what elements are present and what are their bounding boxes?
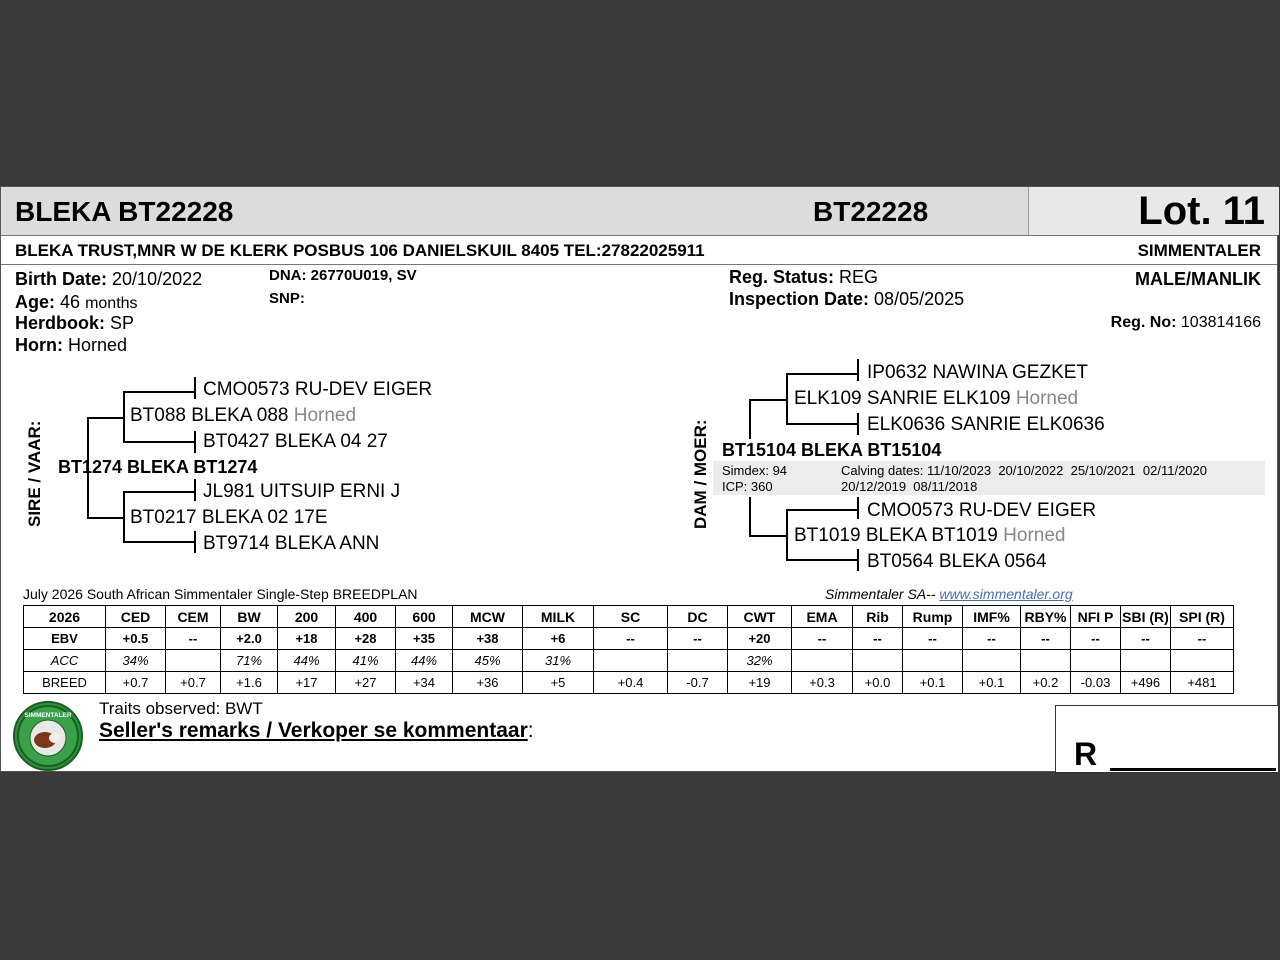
- header-cell: CEM: [166, 606, 221, 628]
- ebv-cell: EBV: [24, 628, 106, 650]
- sire-dam-sire: JL981 UITSUIP ERNI J: [203, 481, 401, 502]
- header-cell: EMA: [792, 606, 853, 628]
- ebv-cell: --: [853, 628, 903, 650]
- dam-sire-branch-top: [786, 373, 858, 375]
- reg-no-label: Reg. No:: [1110, 314, 1177, 331]
- header-cell: NFI P: [1071, 606, 1121, 628]
- sire-dam-branch-top: [123, 491, 195, 493]
- acc-cell: 45%: [453, 650, 523, 672]
- header-cell: Rib: [853, 606, 903, 628]
- ebv-cell: +35: [396, 628, 453, 650]
- header-reg-id: BT22228: [813, 196, 929, 227]
- dam-dam-bracket: [786, 509, 788, 561]
- breed-cell: +17: [278, 672, 336, 694]
- breed-cell: +34: [396, 672, 453, 694]
- sire-name: BT1274 BLEKA BT1274: [58, 457, 258, 477]
- acc-cell: 32%: [728, 650, 792, 672]
- simmentaler-link[interactable]: www.simmentaler.org: [939, 586, 1073, 602]
- price-box: [1055, 705, 1279, 773]
- header-cell: IMF%: [963, 606, 1021, 628]
- ss-tick: [194, 377, 196, 399]
- header-cell: SBI (R): [1121, 606, 1171, 628]
- ebv-cell: --: [594, 628, 668, 650]
- header-cell: CED: [106, 606, 166, 628]
- sire-father-horn: Horned: [293, 405, 357, 426]
- ebv-cell: --: [668, 628, 728, 650]
- age-unit: months: [85, 295, 138, 312]
- breed-cell: +5: [523, 672, 594, 694]
- acc-cell: 44%: [278, 650, 336, 672]
- acc-cell: ACC: [24, 650, 106, 672]
- header-cell: 200: [278, 606, 336, 628]
- sire-branch-bottom: [87, 517, 125, 519]
- ebv-cell: --: [792, 628, 853, 650]
- dam-name: BT15104 BLEKA BT15104: [722, 440, 942, 460]
- acc-cell: [1171, 650, 1234, 672]
- sire-dam-bracket: [123, 491, 125, 543]
- calving-dates-2: 20/12/2019 08/11/2018: [841, 479, 978, 494]
- breed-cell: +496: [1121, 672, 1171, 694]
- ebv-cell: +6: [523, 628, 594, 650]
- dss-tick: [857, 359, 859, 381]
- dam-dam-dam: BT0564 BLEKA 0564: [867, 551, 1047, 572]
- header-cell: CWT: [728, 606, 792, 628]
- breed-cell: +0.7: [106, 672, 166, 694]
- age: [15, 292, 138, 313]
- ebv-cell: +28: [336, 628, 396, 650]
- sire-sire-name: CMO0573 RU-DEV EIGER: [203, 379, 433, 400]
- lot-number: Lot. 11: [1138, 189, 1265, 233]
- logo-emblem-icon: [15, 703, 81, 769]
- dd-tick: [194, 531, 196, 553]
- snp: SNP:: [269, 290, 305, 307]
- dam-mother: [794, 525, 1065, 547]
- acc-cell: [963, 650, 1021, 672]
- breed-cell: +0.1: [903, 672, 963, 694]
- header-cell: 2026: [24, 606, 106, 628]
- acc-cell: [668, 650, 728, 672]
- dam-branch-top: [749, 399, 787, 401]
- acc-cell: [903, 650, 963, 672]
- acc-cell: [594, 650, 668, 672]
- birth-date-label: Birth Date:: [15, 269, 108, 289]
- animal-title: BLEKA BT22228: [15, 196, 234, 227]
- breedplan-ebv-row: [24, 628, 1234, 650]
- breed-name: SIMMENTALER: [1137, 241, 1261, 260]
- ebv-cell: --: [1121, 628, 1171, 650]
- reg-status-value: REG: [839, 267, 879, 287]
- breed-cell: +0.7: [166, 672, 221, 694]
- breed-cell: +19: [728, 672, 792, 694]
- ebv-cell: +38: [453, 628, 523, 650]
- acc-cell: 41%: [336, 650, 396, 672]
- dam-icp: ICP: 360: [722, 479, 773, 494]
- dam-sire-bracket: [786, 373, 788, 425]
- breedplan-source: [825, 586, 1073, 602]
- sire-side-label: SIRE / VAAR:: [25, 420, 44, 527]
- ebv-cell: --: [166, 628, 221, 650]
- sire-sire-branch-bottom: [123, 441, 195, 443]
- header-cell: SC: [594, 606, 668, 628]
- acc-cell: [1071, 650, 1121, 672]
- breed-cell: +1.6: [221, 672, 278, 694]
- breed-cell: BREED: [24, 672, 106, 694]
- header-bar: [1, 187, 1277, 236]
- acc-cell: [1021, 650, 1071, 672]
- ebv-cell: +20: [728, 628, 792, 650]
- sire-branch-top: [87, 417, 125, 419]
- sire-sire-bracket: [123, 391, 125, 443]
- simmentaler-logo: [13, 701, 83, 771]
- dam-simdex: Simdex: 94: [722, 463, 788, 478]
- birth-date-value: 20/10/2022: [112, 269, 203, 289]
- acc-cell: 71%: [221, 650, 278, 672]
- horn-value: Horned: [68, 335, 128, 355]
- acc-cell: [1121, 650, 1171, 672]
- dam-sire-sire: IP0632 NAWINA GEZKET: [867, 362, 1089, 383]
- breed-cell: -0.03: [1071, 672, 1121, 694]
- dam-sire-branch-bottom: [786, 423, 858, 425]
- breedplan-header-row: [24, 606, 1234, 628]
- logo-text: SIMMENTALER: [24, 712, 72, 719]
- price-label: R: [1074, 736, 1098, 772]
- dam-side-label: DAM / MOER:: [691, 419, 710, 529]
- acc-cell: [792, 650, 853, 672]
- traits-observed: Traits observed: BWT: [99, 699, 263, 718]
- breed-cell: +27: [336, 672, 396, 694]
- breed-cell: +481: [1171, 672, 1234, 694]
- seller-remarks-label: Seller's remarks / Verkoper se kommentaar: [99, 719, 528, 742]
- header-cell: 600: [396, 606, 453, 628]
- acc-cell: 34%: [106, 650, 166, 672]
- sire-dam-branch-bottom: [123, 541, 195, 543]
- header-cell: DC: [668, 606, 728, 628]
- ds-tick: [194, 479, 196, 501]
- breed-cell: +36: [453, 672, 523, 694]
- header-cell: RBY%: [1021, 606, 1071, 628]
- sd-tick: [194, 431, 196, 453]
- ebv-cell: --: [1171, 628, 1234, 650]
- dsd-tick: [857, 413, 859, 435]
- dam-dam-sire: CMO0573 RU-DEV EIGER: [867, 500, 1097, 521]
- dam-father-name: ELK109 SANRIE ELK109: [794, 388, 1011, 409]
- dam-bracket-bottom: [749, 497, 751, 537]
- dam-father-horn: Horned: [1015, 388, 1079, 409]
- acc-cell: [166, 650, 221, 672]
- owner-text: BLEKA TRUST,MNR W DE KLERK POSBUS 106 DANIELSKUIL 8405 TEL:27822025911: [15, 241, 705, 260]
- breedplan-caption: July 2026 South African Simmentaler Single-Step BREEDPLAN: [23, 586, 418, 602]
- header-cell: SPI (R): [1171, 606, 1234, 628]
- ebv-cell: +2.0: [221, 628, 278, 650]
- sire-dam-name: BT0427 BLEKA 04 27: [203, 431, 388, 452]
- inspection-label: Inspection Date:: [729, 289, 870, 309]
- dam-branch-bottom: [749, 535, 787, 537]
- breedplan-acc-row: [24, 650, 1234, 672]
- lot-box: [1028, 187, 1279, 235]
- header-cell: MCW: [453, 606, 523, 628]
- ddd-tick: [857, 549, 859, 571]
- breed-cell: +0.3: [792, 672, 853, 694]
- breed-cell: -0.7: [668, 672, 728, 694]
- sire-sire-parent: [130, 405, 356, 427]
- acc-cell: [853, 650, 903, 672]
- sire-father-name: BT088 BLEKA 088: [130, 405, 289, 426]
- acc-cell: 31%: [523, 650, 594, 672]
- herdbook-value: SP: [110, 313, 135, 333]
- dds-tick: [857, 497, 859, 519]
- reg-status-label: Reg. Status:: [729, 267, 835, 287]
- seller-remarks: [99, 719, 534, 743]
- lot-card: [0, 186, 1278, 772]
- herdbook-label: Herdbook:: [15, 313, 105, 333]
- sire-sire-branch-top: [123, 391, 195, 393]
- dam-mother-horn: Horned: [1003, 525, 1066, 546]
- dam-dam-branch-top: [786, 509, 858, 511]
- ebv-cell: +0.5: [106, 628, 166, 650]
- horn: [15, 335, 127, 356]
- birth-date: [15, 269, 202, 290]
- seller-remarks-colon: :: [527, 719, 534, 742]
- dna: DNA: 26770U019, SV: [269, 267, 417, 284]
- dam-mother-name: BT1019 BLEKA BT1019: [794, 525, 998, 546]
- sex: MALE/MANLIK: [1135, 269, 1261, 289]
- breedplan-table: [23, 605, 1234, 694]
- breed-cell: +0.0: [853, 672, 903, 694]
- sire-dam-dam: BT9714 BLEKA ANN: [203, 533, 380, 554]
- price-line[interactable]: [1110, 768, 1276, 771]
- dam-father: [794, 388, 1078, 410]
- ebv-cell: --: [963, 628, 1021, 650]
- herdbook: [15, 313, 134, 334]
- sire-mother-name: BT0217 BLEKA 02 17E: [130, 507, 328, 528]
- calving-dates-1: Calving dates: 11/10/2023 20/10/2022 25/10/2021 02/11/2020: [841, 463, 1207, 478]
- breed-cell: +0.1: [963, 672, 1021, 694]
- header-cell: BW: [221, 606, 278, 628]
- ebv-cell: --: [1021, 628, 1071, 650]
- reg-no: [1111, 314, 1261, 332]
- header-cell: MILK: [523, 606, 594, 628]
- reg-status: [729, 267, 878, 288]
- dam-dam-branch-bottom: [786, 559, 858, 561]
- header-cell: Rump: [903, 606, 963, 628]
- horn-label: Horn:: [15, 335, 63, 355]
- age-label: Age:: [15, 292, 55, 312]
- source-text: Simmentaler SA--: [825, 586, 940, 602]
- inspection-date: [729, 289, 964, 310]
- age-value: 46: [60, 292, 81, 312]
- reg-no-value: 103814166: [1180, 314, 1261, 331]
- owner-bar: [1, 236, 1277, 265]
- ebv-cell: --: [903, 628, 963, 650]
- ebv-cell: +18: [278, 628, 336, 650]
- acc-cell: 44%: [396, 650, 453, 672]
- dam-bracket-top: [749, 399, 751, 439]
- dam-sire-dam: ELK0636 SANRIE ELK0636: [867, 414, 1105, 435]
- inspection-value: 08/05/2025: [874, 289, 965, 309]
- breed-cell: +0.2: [1021, 672, 1071, 694]
- header-cell: 400: [336, 606, 396, 628]
- ebv-cell: --: [1071, 628, 1121, 650]
- breed-cell: +0.4: [594, 672, 668, 694]
- breedplan-breed-row: [24, 672, 1234, 694]
